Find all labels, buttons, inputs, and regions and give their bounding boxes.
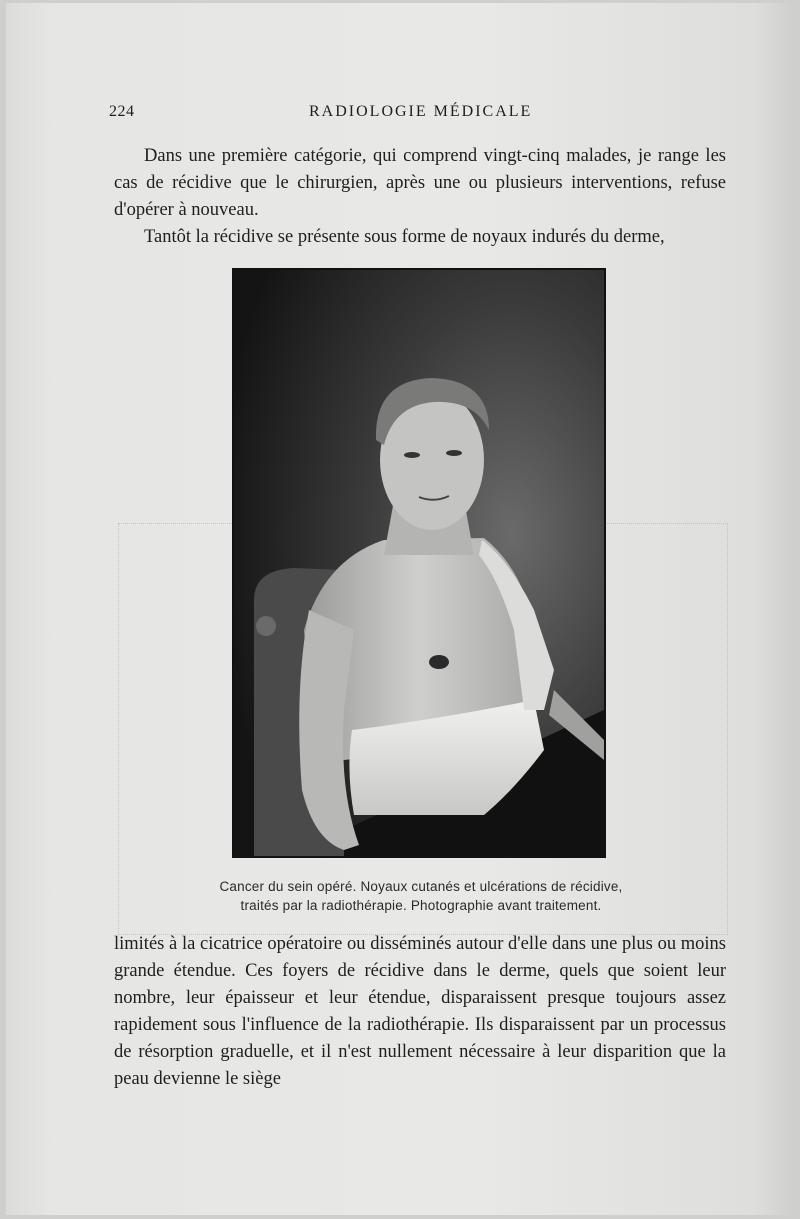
paragraph-2: Tantôt la récidive se présente sous forme de noyaux indurés du derme, [144, 227, 665, 247]
paragraph-1: Dans une première catégorie, qui comprend vingt-cinq malades, je range les cas de récidive que le chirurgien, après une ou plusieurs interventions, refuse d'opérer à nouveau. [114, 146, 726, 220]
portrait-image [234, 270, 604, 856]
running-head: RADIOLOGIE MÉDICALE [309, 103, 533, 120]
book-page [6, 3, 793, 1215]
figure-caption [156, 877, 686, 915]
figure-photograph [232, 268, 606, 858]
paragraph-3: limités à la cicatrice opératoire ou disséminés autour d'elle dans une plus ou moins grande étendue. Ces foyers de récidive dans le derme, quels que soient leur nombre, leur épaisseur et leur étendue, disparaissent presque toujours assez rapidement sous l'influence de la radiothérapie. Ils disparaissent par un processus de résorption graduelle, et il n'est nullement nécessaire à leur disparition que la peau devienne le siège [114, 934, 726, 1089]
page-header [109, 103, 729, 125]
page-number: 224 [109, 103, 135, 120]
caption-line-1: Cancer du sein opéré. Noyaux cutanés et ulcérations de récidive, [219, 879, 623, 894]
caption-line-2: traités par la radiothérapie. Photographie avant traitement. [240, 898, 602, 913]
